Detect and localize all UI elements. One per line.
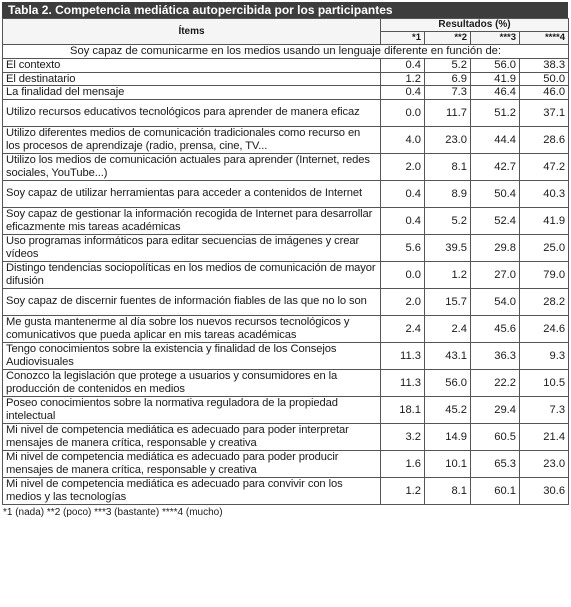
- table-row: [3, 342, 569, 369]
- table-row: [3, 396, 569, 423]
- item-text: El destinatario: [3, 72, 381, 86]
- value-cell-4: 10.5: [520, 369, 569, 396]
- value-cell-4: 38.3: [520, 59, 569, 73]
- table-body: [3, 45, 569, 505]
- value-cell-3: 46.4: [471, 86, 520, 100]
- value-cell-4: 28.6: [520, 126, 569, 153]
- value-cell-1: 1.2: [381, 477, 425, 504]
- table-title: Tabla 2. Competencia mediática autopercibida por los participantes: [2, 2, 568, 18]
- table-row: [3, 180, 569, 207]
- value-cell-3: 60.5: [471, 423, 520, 450]
- value-cell-3: 42.7: [471, 153, 520, 180]
- value-cell-2: 39.5: [425, 234, 471, 261]
- table-row: [3, 261, 569, 288]
- value-cell-2: 43.1: [425, 342, 471, 369]
- intro-text: Soy capaz de comunicarme en los medios usando un lenguaje diferente en función de:: [3, 45, 569, 59]
- item-text: La finalidad del mensaje: [3, 86, 381, 100]
- value-cell-4: 30.6: [520, 477, 569, 504]
- items-header: Ítems: [3, 19, 381, 45]
- value-cell-1: 3.2: [381, 423, 425, 450]
- value-cell-3: 44.4: [471, 126, 520, 153]
- value-cell-4: 47.2: [520, 153, 569, 180]
- value-cell-3: 29.4: [471, 396, 520, 423]
- value-cell-1: 11.3: [381, 369, 425, 396]
- value-cell-4: 23.0: [520, 450, 569, 477]
- value-cell-3: 29.8: [471, 234, 520, 261]
- table-row: [3, 369, 569, 396]
- column-header-2: **2: [425, 32, 471, 45]
- value-cell-4: 37.1: [520, 99, 569, 126]
- value-cell-3: 36.3: [471, 342, 520, 369]
- value-cell-2: 45.2: [425, 396, 471, 423]
- item-text: Me gusta mantenerme al día sobre los nuevos recursos tecnológicos y comunicativos que pueda aplicar en mis tareas académicas: [3, 315, 381, 342]
- value-cell-4: 7.3: [520, 396, 569, 423]
- value-cell-4: 46.0: [520, 86, 569, 100]
- value-cell-2: 23.0: [425, 126, 471, 153]
- table-row: [3, 126, 569, 153]
- value-cell-1: 0.0: [381, 261, 425, 288]
- value-cell-4: 40.3: [520, 180, 569, 207]
- value-cell-3: 56.0: [471, 59, 520, 73]
- item-text: Mi nivel de competencia mediática es adecuado para poder interpretar mensajes de manera crítica, responsable y creativa: [3, 423, 381, 450]
- item-text: Soy capaz de utilizar herramientas para acceder a contenidos de Internet: [3, 180, 381, 207]
- value-cell-1: 5.6: [381, 234, 425, 261]
- intro-row: [3, 45, 569, 59]
- column-header-4: ****4: [520, 32, 569, 45]
- value-cell-2: 5.2: [425, 59, 471, 73]
- value-cell-3: 51.2: [471, 99, 520, 126]
- value-cell-1: 2.0: [381, 153, 425, 180]
- table-row: [3, 450, 569, 477]
- value-cell-2: 56.0: [425, 369, 471, 396]
- value-cell-4: 50.0: [520, 72, 569, 86]
- value-cell-4: 9.3: [520, 342, 569, 369]
- table-row: [3, 234, 569, 261]
- value-cell-1: 1.6: [381, 450, 425, 477]
- value-cell-1: 2.0: [381, 288, 425, 315]
- item-text: Uso programas informáticos para editar secuencias de imágenes y crear vídeos: [3, 234, 381, 261]
- value-cell-3: 22.2: [471, 369, 520, 396]
- item-text: Soy capaz de gestionar la información recogida de Internet para desarrollar eficazmente mis tareas académicas: [3, 207, 381, 234]
- results-table: [2, 18, 569, 505]
- table-row: [3, 153, 569, 180]
- footnote: *1 (nada) **2 (poco) ***3 (bastante) ****4 (mucho): [3, 506, 223, 518]
- table-row: [3, 99, 569, 126]
- value-cell-4: 24.6: [520, 315, 569, 342]
- value-cell-4: 79.0: [520, 261, 569, 288]
- item-text: Utilizo diferentes medios de comunicación tradicionales como recurso en los procesos de aprendizaje (radio, prensa, cine, TV...: [3, 126, 381, 153]
- value-cell-2: 1.2: [425, 261, 471, 288]
- value-cell-4: 25.0: [520, 234, 569, 261]
- value-cell-4: 21.4: [520, 423, 569, 450]
- value-cell-3: 60.1: [471, 477, 520, 504]
- table-row: [3, 59, 569, 73]
- item-text: Utilizo recursos educativos tecnológicos para aprender de manera eficaz: [3, 99, 381, 126]
- value-cell-2: 8.1: [425, 477, 471, 504]
- value-cell-2: 15.7: [425, 288, 471, 315]
- results-header: Resultados (%): [381, 19, 569, 32]
- value-cell-2: 8.9: [425, 180, 471, 207]
- item-text: El contexto: [3, 59, 381, 73]
- item-text: Poseo conocimientos sobre la normativa reguladora de la propiedad intelectual: [3, 396, 381, 423]
- item-text: Mi nivel de competencia mediática es adecuado para poder producir mensajes de manera crítica, responsable y creativa: [3, 450, 381, 477]
- value-cell-3: 54.0: [471, 288, 520, 315]
- table-row: [3, 86, 569, 100]
- item-text: Tengo conocimientos sobre la existencia y finalidad de los Consejos Audiovisuales: [3, 342, 381, 369]
- item-text: Distingo tendencias sociopolíticas en los medios de comunicación de mayor difusión: [3, 261, 381, 288]
- table-row: [3, 477, 569, 504]
- item-text: Soy capaz de discernir fuentes de información fiables de las que no lo son: [3, 288, 381, 315]
- value-cell-3: 52.4: [471, 207, 520, 234]
- value-cell-2: 14.9: [425, 423, 471, 450]
- value-cell-2: 5.2: [425, 207, 471, 234]
- value-cell-2: 2.4: [425, 315, 471, 342]
- table-row: [3, 288, 569, 315]
- item-text: Mi nivel de competencia mediática es adecuado para convivir con los medios y las tecnologías: [3, 477, 381, 504]
- value-cell-1: 0.0: [381, 99, 425, 126]
- value-cell-1: 0.4: [381, 180, 425, 207]
- value-cell-1: 0.4: [381, 59, 425, 73]
- value-cell-3: 45.6: [471, 315, 520, 342]
- item-text: Utilizo los medios de comunicación actuales para aprender (Internet, redes sociales, YouTube...): [3, 153, 381, 180]
- document: [2, 2, 568, 518]
- table-row: [3, 207, 569, 234]
- value-cell-2: 7.3: [425, 86, 471, 100]
- value-cell-2: 6.9: [425, 72, 471, 86]
- value-cell-3: 27.0: [471, 261, 520, 288]
- value-cell-2: 8.1: [425, 153, 471, 180]
- table-row: [3, 72, 569, 86]
- value-cell-1: 0.4: [381, 86, 425, 100]
- value-cell-4: 28.2: [520, 288, 569, 315]
- value-cell-1: 11.3: [381, 342, 425, 369]
- value-cell-1: 4.0: [381, 126, 425, 153]
- value-cell-3: 50.4: [471, 180, 520, 207]
- item-text: Conozco la legislación que protege a usuarios y consumidores en la producción de contenidos en medios: [3, 369, 381, 396]
- header-row-1: [3, 19, 569, 32]
- value-cell-3: 65.3: [471, 450, 520, 477]
- column-header-3: ***3: [471, 32, 520, 45]
- value-cell-1: 18.1: [381, 396, 425, 423]
- column-header-1: *1: [381, 32, 425, 45]
- value-cell-2: 11.7: [425, 99, 471, 126]
- value-cell-1: 1.2: [381, 72, 425, 86]
- value-cell-4: 41.9: [520, 207, 569, 234]
- table-row: [3, 315, 569, 342]
- table-row: [3, 423, 569, 450]
- value-cell-3: 41.9: [471, 72, 520, 86]
- value-cell-1: 0.4: [381, 207, 425, 234]
- value-cell-1: 2.4: [381, 315, 425, 342]
- value-cell-2: 10.1: [425, 450, 471, 477]
